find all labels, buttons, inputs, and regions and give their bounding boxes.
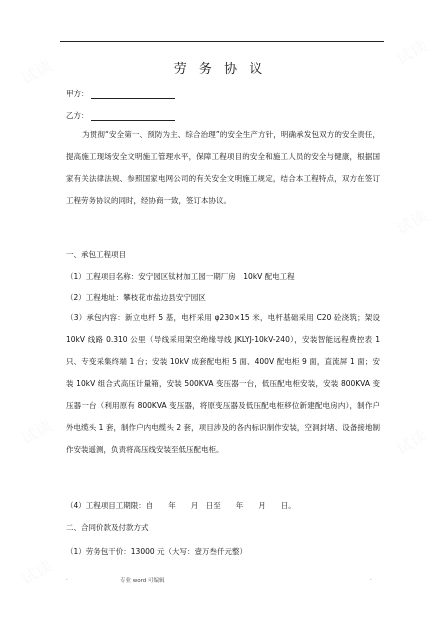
intro-text: 为贯彻“安全第一、预防为主、综合治理”的安全生产方针，明确承发包双方的安全责任，提高施工现场安全文明施工管理水平，保障工程项目的安全和施工人员的安全与健康，根据国家有关法律法规、参照国家电网公司的有关安全文明施工规定，结合本工程特点，双方在签订工程劳务协议的同时，经协商一致，签订本协议。: [66, 130, 380, 205]
party-a-field: [66, 88, 175, 99]
party-b-blank: [91, 112, 175, 121]
footer-caption: 专业 word 可编辑: [120, 578, 165, 584]
schedule-item: （4）工程项目工期限：自 年 月 日至 年 月 日。: [66, 501, 296, 510]
section-1-heading: 一、承包工程项目: [66, 250, 126, 259]
watermark: 试读: [17, 56, 56, 89]
footer-left-mark: .: [66, 576, 68, 582]
project-name-item: （1）工程项目名称：安宁园区钛材加工园一期厂房 10kV 配电工程: [66, 272, 295, 281]
watermark: 试读: [17, 416, 56, 449]
watermark: 试读: [392, 206, 431, 239]
party-a-blank: [91, 90, 175, 99]
watermark: 试读: [392, 36, 431, 69]
section-2-heading: 二、合同价款及付款方式: [66, 523, 149, 532]
project-address-item: （2）工程地址：攀枝花市盐边县安宁园区: [66, 293, 206, 302]
party-a-label: 甲方：: [66, 89, 89, 98]
party-b-label: 乙方：: [66, 111, 89, 120]
price-item: （1）劳务包干价：13000 元（大写：壹万叁仟元整）: [66, 547, 248, 556]
intro-paragraph: [66, 124, 380, 212]
watermark: 试读: [392, 426, 431, 459]
header-rule: [60, 41, 384, 42]
watermark: 试读: [17, 556, 56, 589]
footer-right-mark: .: [370, 576, 372, 582]
document-title: 劳 务 协 议: [173, 62, 267, 77]
scope-text: （3）承包内容：新立电杆 5 基，电杆采用 φ230×15 米，电杆基础采用 C20 砼浇筑；架设 10kV 线路 0.310 公里（导线采用架空绝缘导线 JKLYJ-10kV-240），安装智能远程费控表 1 只、专变采集终端 1 台；安装 10kV 成套配电柜 5 面、400V 配电柜 9 面，直流屏 1 面；安装 10kV 组合式高压计量箱，安装 500KVA 变压器一台，低压配电柜安装，安装 800KVA 变压器一台（利用原有 800KVA 变压器，将原变压器及低压配电柜移位新建配电房内），制作户外电缆头 1 套，制作户内电缆头 2 套，项目涉及的各内标识制作安装，空洞封堵、设备接地制作安装遥测，负责将高压线安装至低压配电柜。: [66, 313, 380, 454]
party-b-field: [66, 110, 175, 121]
scope-paragraph: [66, 307, 380, 461]
